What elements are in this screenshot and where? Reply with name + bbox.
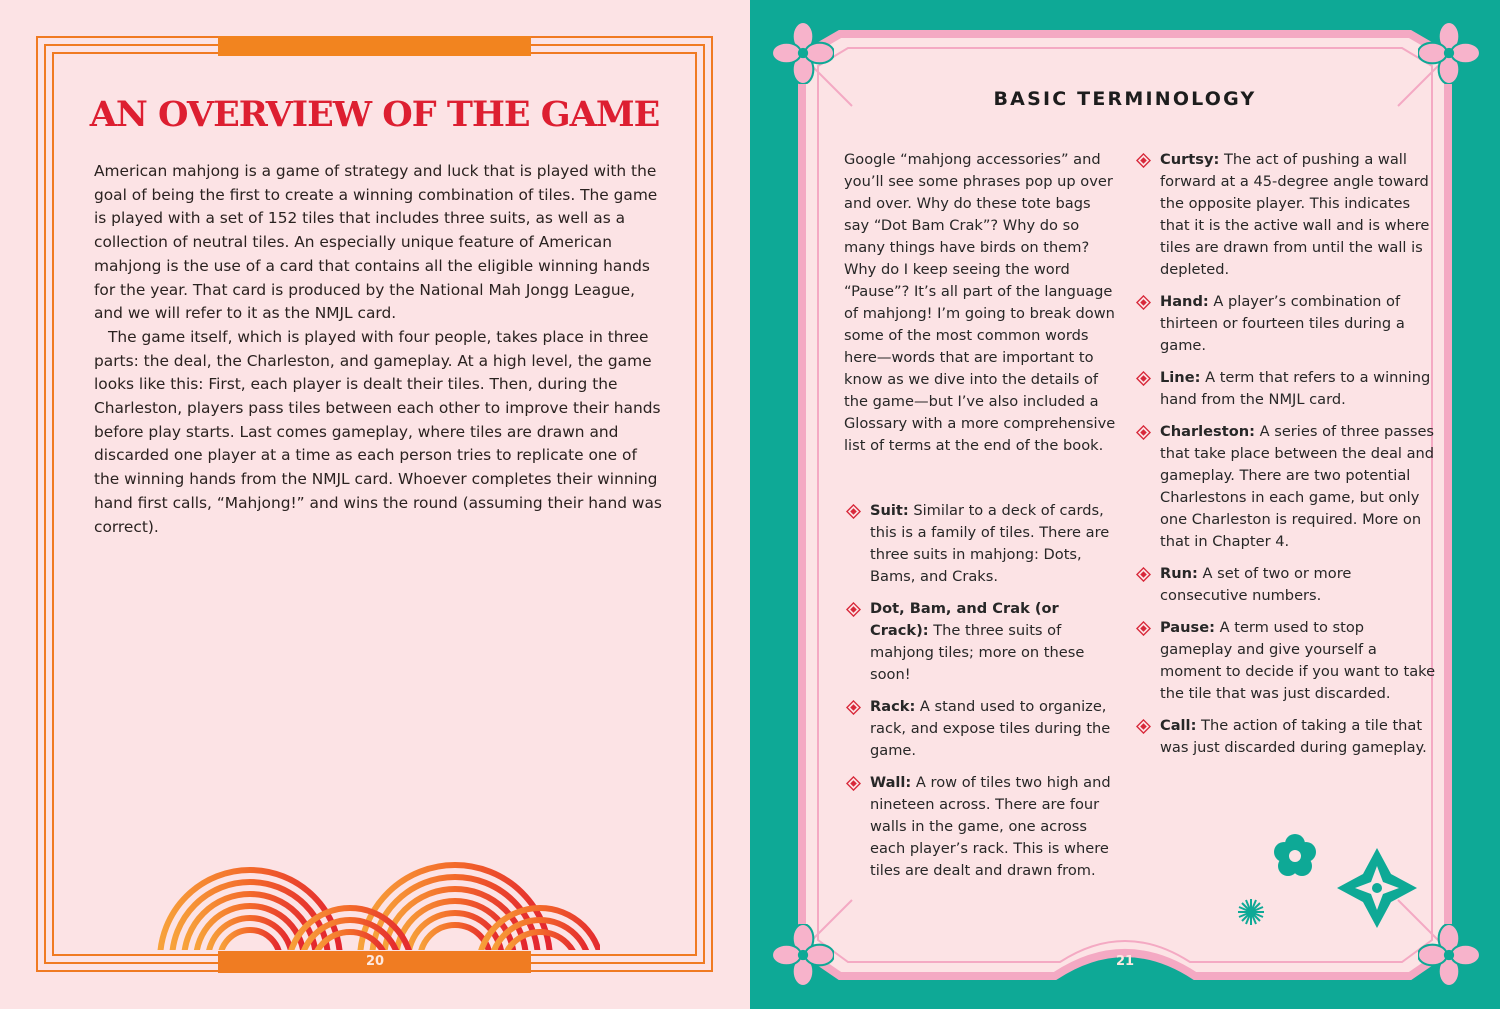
page-number: 20: [365, 954, 385, 969]
term-definition: Similar to a deck of cards, this is a family of tiles. There are three suits in mahjong: Dots, Bams, and Craks.: [870, 502, 1110, 585]
intro-paragraph: Google “mahjong accessories” and you’ll see some phrases pop up over and over. Why do these tote bags say “Dot Bam Crak”? Why do so many things have birds on them? Why do I keep seeing the word “Pause”? It’s all part of the language of mahjong! I’m going to break down some of the most common words here—words that are important to know as we dive into the details of the game—but I’ve also included a Glossary with a more comprehensive list of terms at the end of the book.: [844, 151, 1116, 454]
page-title: AN OVERVIEW OF THE GAME: [89, 94, 660, 135]
term-list-left: [846, 500, 1114, 892]
diamond-bullet-icon: [1136, 295, 1151, 310]
term-definition: A term used to stop gameplay and give yourself a moment to decide if you want to take the tile that was just discarded.: [1160, 619, 1436, 702]
diamond-bullet-icon: [1136, 153, 1151, 168]
overview-paragraph: The game itself, which is played with four people, takes place in three parts: the deal, the Charleston, and gameplay. At a high level, the game looks like this: First, each player is dealt their tiles. Then, during the Charleston, players pass tiles between each other to improve their hands before play starts. Last comes gameplay, where tiles are drawn and discarded one player at a time as each person tries to replicate one of the winning hands from the NMJL card. Whoever completes their winning hand first calls, “Mahjong!” and wins the round (assuming their hand was correct).: [94, 327, 662, 536]
term-item: [846, 696, 1114, 762]
term-definition: A set of two or more consecutive numbers.: [1160, 565, 1352, 604]
term-definition: The action of taking a tile that was just discarded during gameplay.: [1160, 717, 1427, 756]
term-name: Charleston:: [1160, 423, 1255, 440]
diamond-bullet-icon: [846, 602, 861, 617]
term-item: [1136, 367, 1436, 411]
overview-paragraph: American mahjong is a game of strategy and luck that is played with the goal of being the first to create a winning combination of tiles. The game is played with a set of 152 tiles that includes three suits, as well as a collection of neutral tiles. An especially unique feature of American mahjong is the use of a card that contains all the eligible winning hands for the year. That card is produced by the National Mah Jongg League, and we will refer to it as the NMJL card.: [94, 162, 658, 323]
term-item: [846, 500, 1114, 588]
term-item: [846, 598, 1114, 686]
section-title: BASIC TERMINOLOGY: [993, 88, 1257, 110]
term-item: [1136, 617, 1436, 705]
term-definition: The three suits of mahjong tiles; more on these soon!: [870, 622, 1085, 683]
term-name: Suit:: [870, 502, 909, 519]
term-name: Dot, Bam, and Crak (or Crack):: [870, 600, 1059, 639]
term-definition: A row of tiles two high and nineteen across. There are four walls in the game, one across each player’s rack. This is where tiles are dealt and drawn from.: [870, 774, 1111, 879]
flower-corner-icon: [1418, 22, 1480, 84]
diamond-bullet-icon: [1136, 567, 1151, 582]
flower-corner-icon: [772, 924, 834, 986]
term-item: [846, 772, 1114, 882]
diamond-bullet-icon: [846, 776, 861, 791]
term-name: Curtsy:: [1160, 151, 1220, 168]
diamond-bullet-icon: [1136, 719, 1151, 734]
term-name: Run:: [1160, 565, 1198, 582]
diamond-bullet-icon: [846, 700, 861, 715]
diamond-bullet-icon: [1136, 621, 1151, 636]
term-item: [1136, 715, 1436, 759]
diamond-bullet-icon: [846, 504, 861, 519]
page-number: 21: [1115, 954, 1135, 969]
wave-arcs-illustration: [150, 860, 600, 952]
overview-body: [94, 160, 662, 539]
diamond-bullet-icon: [1136, 425, 1151, 440]
term-name: Call:: [1160, 717, 1197, 734]
teal-flower-decoration: [1225, 826, 1425, 936]
term-list-right: [1136, 149, 1436, 769]
diamond-bullet-icon: [1136, 371, 1151, 386]
term-name: Rack:: [870, 698, 916, 715]
term-definition: The act of pushing a wall forward at a 45-degree angle toward the opposite player. This indicates that it is the active wall and is where tiles are drawn from until the wall is depleted.: [1160, 151, 1430, 278]
frame-top-tab: [218, 36, 531, 56]
term-item: [1136, 421, 1436, 553]
term-name: Hand:: [1160, 293, 1209, 310]
term-item: [1136, 149, 1436, 281]
term-definition: A stand used to organize, rack, and expose tiles during the game.: [870, 698, 1111, 759]
term-definition: A player’s combination of thirteen or fourteen tiles during a game.: [1160, 293, 1405, 354]
flower-corner-icon: [1418, 924, 1480, 986]
term-definition: A series of three passes that take place between the deal and gameplay. There are two potential Charlestons in each game, but only one Charleston is required. More on that in Chapter 4.: [1160, 423, 1435, 550]
term-item: [1136, 291, 1436, 357]
term-name: Wall:: [870, 774, 912, 791]
flower-corner-icon: [772, 22, 834, 84]
term-item: [1136, 563, 1436, 607]
term-name: Line:: [1160, 369, 1201, 386]
term-definition: A term that refers to a winning hand from the NMJL card.: [1160, 369, 1431, 408]
term-name: Pause:: [1160, 619, 1215, 636]
